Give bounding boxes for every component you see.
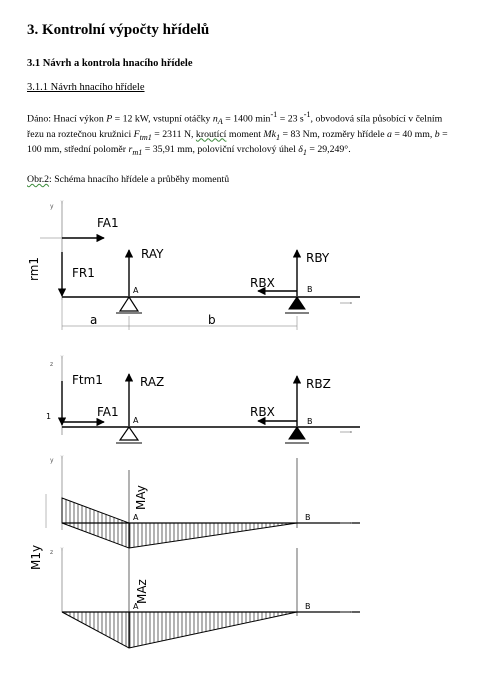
label-b-mz: B [305,602,311,611]
label-a-top: A [133,286,139,295]
support-a-2 [120,427,138,440]
moment-area-my-left-top [62,498,129,523]
subsection-heading: 3.1.1 Návrh hnacího hřídele [27,82,145,93]
axis-label-y2: y [50,457,54,464]
label-b-top: B [307,285,313,294]
dimension-b: b [208,313,216,327]
label-fa1-mid: FA1 [97,405,119,419]
label-ftm1: Ftm1 [72,373,103,387]
label-a-mz: A [133,602,139,611]
given-values-paragraph: Dáno: Hnací výkon P = 12 kW, vstupní otáčky $n_A = 1400$ $\min^{-1} = 23$ $s^{-1}$, obvodová síla působící v čelním řezu na roztečnou kružnici $F_{tm1} = 2311$ N, kroutící moment $Mk_1 = 83$ Nm, rozměry hřídele a = 40 mm, b = 100 mm, střední poloměr $r_{m1} = 35,91$ mm, poloviční vrcholový úhel $\delta_1 = 29,249^\circ$. [27,110,448,158]
label-one: 1 [46,412,52,421]
figure-caption: Obr.2: Schéma hnacího hřídele a průběhy momentů [27,174,230,185]
label-rbx-mid: RBX [250,405,275,419]
support-a [120,297,138,311]
label-rbx-top: RBX [250,276,275,290]
label-a-mid: A [133,416,139,425]
label-ray: RAY [141,247,164,261]
label-a-my: A [133,513,139,522]
chapter-heading: 3. Kontrolní výpočty hřídelů [27,22,210,38]
axis-label-z2: z [50,549,54,556]
label-maz: MAz [135,579,149,604]
axis-label-y: y [50,203,54,210]
moment-diagram-my [29,457,360,570]
label-fr1: FR1 [72,266,95,280]
label-rm1: rm1 [27,256,41,281]
label-may: MAy [134,485,148,510]
label-rby: RBY [306,251,330,265]
dimension-a: a [90,313,98,327]
diagram-y-plane [27,203,360,330]
support-b-2 [289,427,305,439]
label-raz: RAZ [140,375,165,389]
label-rbz: RBZ [306,377,331,391]
label-m1y: M1y [29,544,43,570]
label-fa1: FA1 [97,216,119,230]
axis-label-z: z [50,361,54,368]
moment-diagram-mz [50,548,360,648]
label-b-mid: B [307,417,313,426]
support-b [289,297,305,309]
diagram-z-plane [46,358,360,443]
section-heading: 3.1 Návrh a kontrola hnacího hřídele [27,58,193,69]
label-b-my: B [305,513,311,522]
